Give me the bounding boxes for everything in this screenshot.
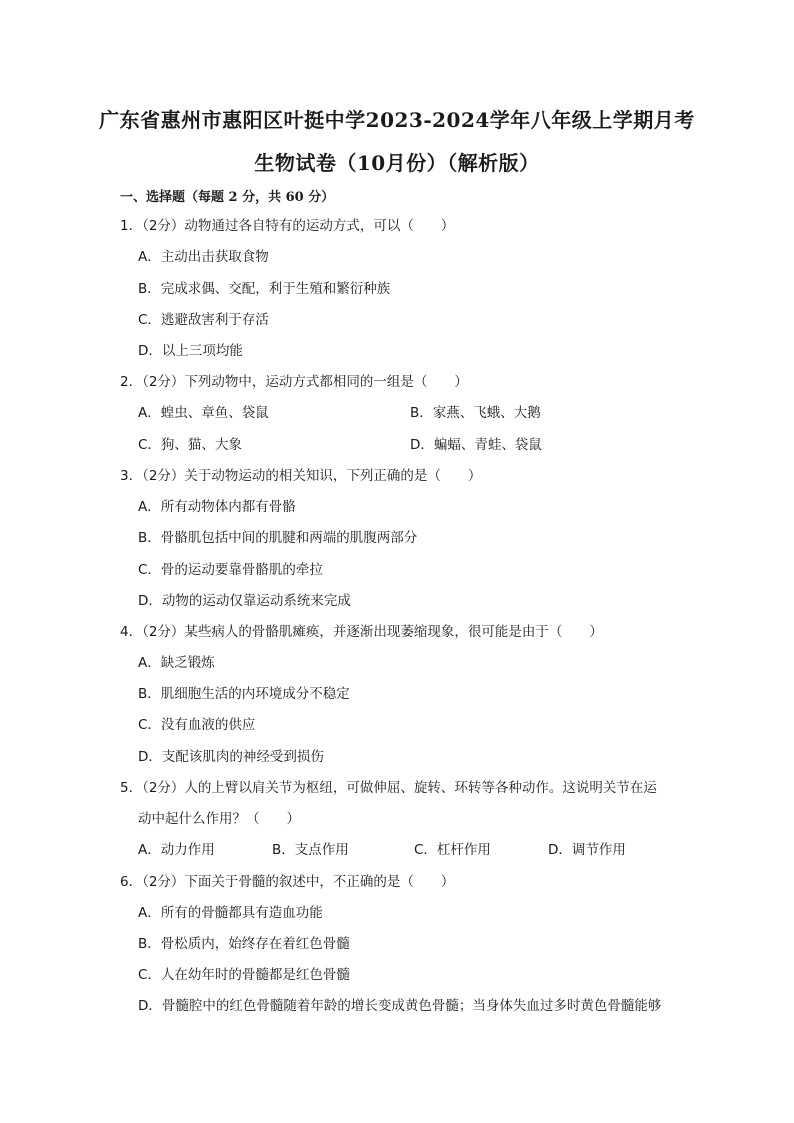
question-6-option-d: D．骨髓腔中的红色骨髓随着年龄的增长变成黄色骨髓；当身体失血过多时黄色骨髓能够	[138, 998, 662, 1014]
question-2-option-b: B．家燕、飞蛾、大鹅	[410, 405, 541, 421]
question-5-stem-continued: 动中起什么作用？（ ）	[138, 811, 300, 827]
question-3-option-d: D．动物的运动仅靠运动系统来完成	[138, 593, 351, 609]
question-1-option-d: D．以上三项均能	[138, 343, 243, 359]
question-2-option-a: A．蝗虫、章鱼、袋鼠	[138, 405, 269, 421]
question-1-stem: 1．（2分）动物通过各自特有的运动方式，可以（ ）	[120, 218, 455, 234]
question-3-option-a: A．所有动物体内都有骨骼	[138, 499, 296, 515]
question-5-stem: 5．（2分）人的上臂以肩关节为枢纽，可做伸屈、旋转、环转等各种动作。这说明关节在运	[120, 780, 657, 796]
question-5-option-d: D．调节作用	[548, 842, 626, 858]
exam-title-line2: 生物试卷（10月份）（解析版）	[254, 151, 540, 175]
section-heading: 一、选择题（每题 2 分，共 60 分）	[120, 190, 335, 205]
question-2-option-d: D．蝙蝠、青蛙、袋鼠	[410, 437, 542, 453]
question-6-option-b: B．骨松质内，始终存在着红色骨髓	[138, 936, 350, 952]
question-1-option-c: C．逃避敌害利于存活	[138, 312, 269, 328]
question-4-option-b: B．肌细胞生活的内环境成分不稳定	[138, 686, 350, 702]
question-4-option-d: D．支配该肌肉的神经受到损伤	[138, 749, 324, 765]
question-1-option-b: B．完成求偶、交配，利于生殖和繁衍种族	[138, 281, 391, 297]
question-6-option-c: C．人在幼年时的骨髓都是红色骨髓	[138, 967, 350, 983]
question-4-option-a: A．缺乏锻炼	[138, 655, 215, 671]
question-6-stem: 6．（2分）下面关于骨髓的叙述中，不正确的是（ ）	[120, 874, 455, 890]
question-5-option-a: A．动力作用	[138, 842, 215, 858]
question-2-stem: 2．（2分）下列动物中，运动方式都相同的一组是（ ）	[120, 374, 468, 390]
question-6-option-a: A．所有的骨髓都具有造血功能	[138, 905, 323, 921]
question-4-stem: 4．（2分）某些病人的骨骼肌瘫痪，并逐渐出现萎缩现象，很可能是由于（ ）	[120, 624, 603, 640]
question-4-option-c: C．没有血液的供应	[138, 717, 256, 733]
exam-title-line1: 广东省惠州市惠阳区叶挺中学2023-2024学年八年级上学期月考	[99, 108, 695, 132]
question-2-option-c: C．狗、猫、大象	[138, 437, 242, 453]
question-3-option-b: B．骨骼肌包括中间的肌腱和两端的肌腹两部分	[138, 530, 418, 546]
question-1-option-a: A．主动出击获取食物	[138, 249, 269, 265]
question-3-option-c: C．骨的运动要靠骨骼肌的牵拉	[138, 562, 323, 578]
question-5-option-b: B．支点作用	[272, 842, 349, 858]
question-3-stem: 3．（2分）关于动物运动的相关知识，下列正确的是（ ）	[120, 468, 482, 484]
question-5-option-c: C．杠杆作用	[414, 842, 491, 858]
